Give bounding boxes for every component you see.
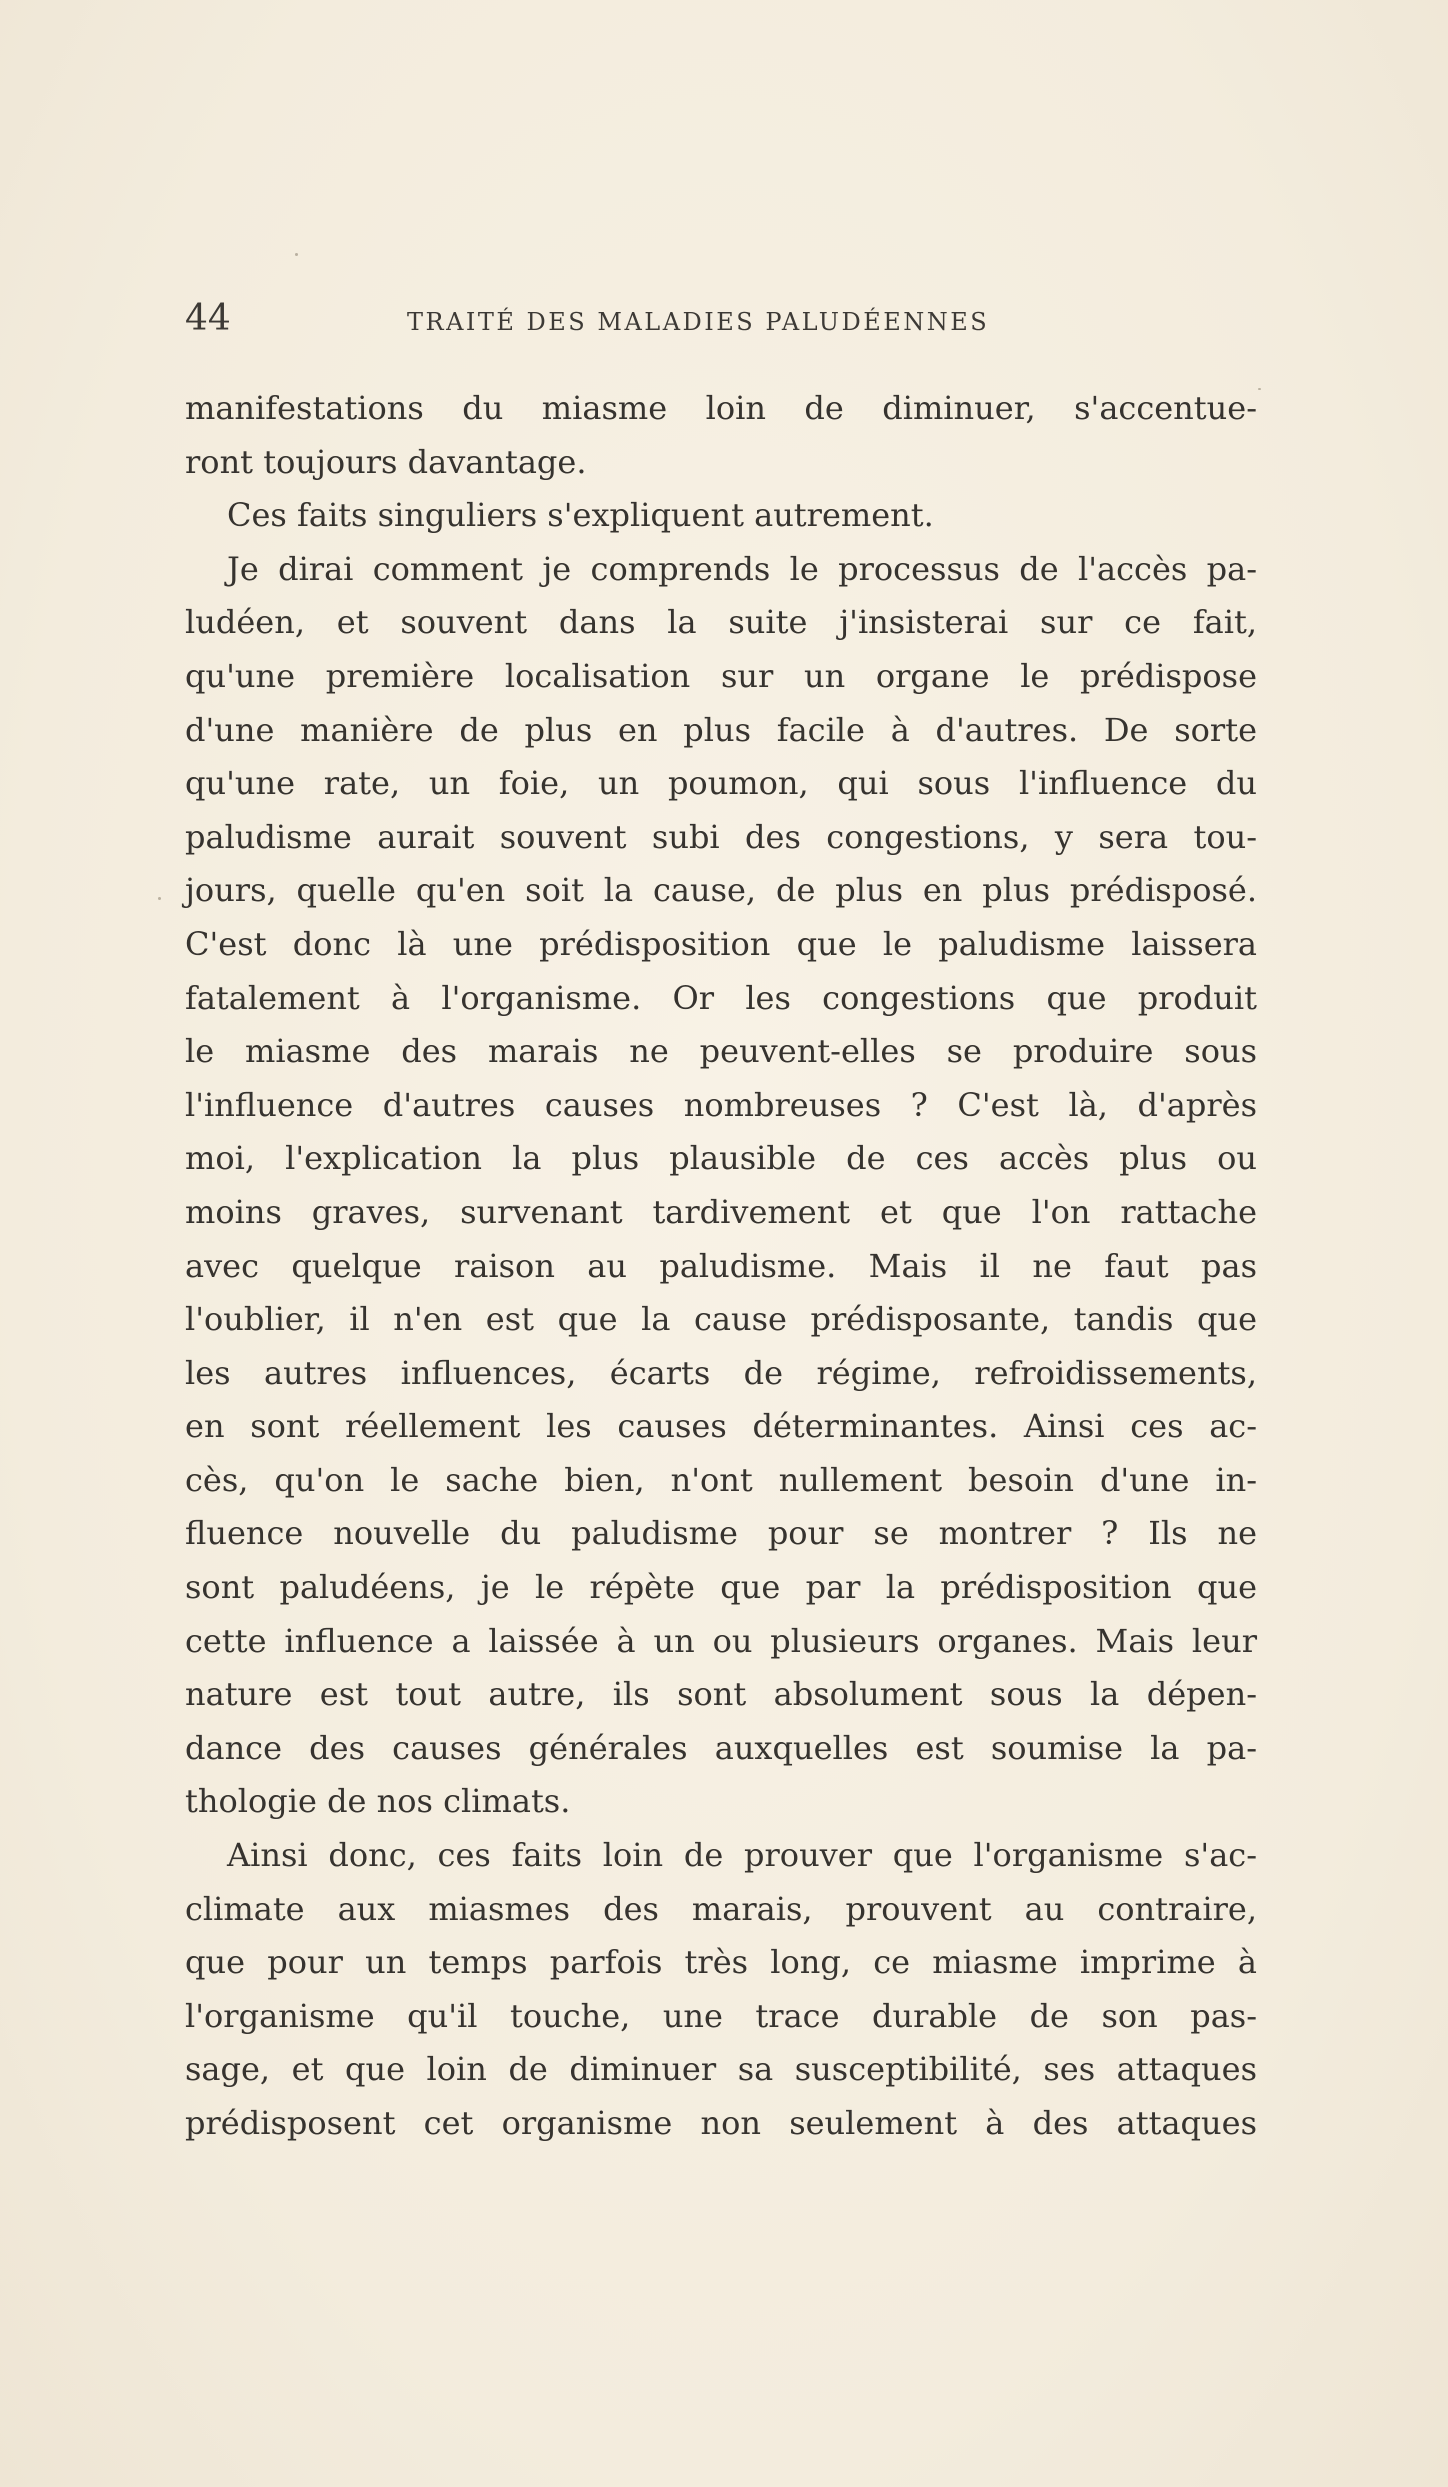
text-line: ront toujours davantage. xyxy=(185,442,587,481)
text-line: moi, l'explication la plus plausible de ces accès plus ou xyxy=(185,1139,1257,1178)
text-line: cette influence a laissée à un ou plusieurs organes. Mais leur xyxy=(185,1621,1257,1660)
text-line: qu'une rate, un foie, un poumon, qui sous l'influence du xyxy=(185,764,1257,803)
text-line: prédisposent cet organisme non seulement à des attaques xyxy=(185,2104,1257,2142)
text-line: sage, et que loin de diminuer sa susceptibilité, ses attaques xyxy=(185,2050,1257,2089)
text-line: moins graves, survenant tardivement et que l'on rattache xyxy=(185,1192,1257,1231)
page-number: 44 xyxy=(185,298,231,339)
text-line: cès, qu'on le sache bien, n'ont nullement besoin d'une in- xyxy=(185,1460,1257,1499)
text-line: dance des causes générales auxquelles est soumise la pa- xyxy=(185,1728,1257,1767)
text-line: paludisme aurait souvent subi des congestions, y sera tou- xyxy=(185,817,1257,856)
paper-speck xyxy=(295,253,298,256)
text-line: l'oublier, il n'en est que la cause prédisposante, tandis que xyxy=(185,1300,1257,1339)
text-line: les autres influences, écarts de régime, refroidissements, xyxy=(185,1353,1257,1392)
running-head xyxy=(185,296,1265,346)
text-line: nature est tout autre, ils sont absolument sous la dépen- xyxy=(185,1675,1257,1714)
text-line: climate aux miasmes des marais, prouvent au contraire, xyxy=(185,1889,1257,1928)
text-line: C'est donc là une prédisposition que le paludisme laissera xyxy=(185,924,1257,963)
text-line: Je dirai comment je comprends le processus de l'accès pa- xyxy=(227,549,1257,588)
text-line: fatalement à l'organisme. Or les congestions que produit xyxy=(185,978,1257,1017)
text-line: sont paludéens, je le répète que par la prédisposition que xyxy=(185,1568,1257,1607)
text-line: jours, quelle qu'en soit la cause, de plus en plus prédisposé. xyxy=(185,871,1257,910)
text-line: le miasme des marais ne peuvent-elles se produire sous xyxy=(185,1032,1257,1071)
text-line: Ainsi donc, ces faits loin de prouver que l'organisme s'ac- xyxy=(227,1836,1257,1875)
text-line: Ces faits singuliers s'expliquent autrement. xyxy=(227,496,934,535)
text-line: manifestations du miasme loin de diminuer, s'accentue- xyxy=(185,389,1257,427)
body-text xyxy=(185,382,1257,2151)
text-line: d'une manière de plus en plus facile à d'autres. De sorte xyxy=(185,710,1257,749)
paper-speck xyxy=(1258,388,1261,390)
text-line: l'organisme qu'il touche, une trace durable de son pas- xyxy=(185,1996,1257,2035)
paper-speck xyxy=(158,897,161,900)
running-title: TRAITÉ DES MALADIES PALUDÉENNES xyxy=(407,308,990,336)
text-line: ludéen, et souvent dans la suite j'insisterai sur ce fait, xyxy=(185,603,1257,642)
text-line: l'influence d'autres causes nombreuses ? C'est là, d'après xyxy=(185,1085,1257,1124)
text-line: que pour un temps parfois très long, ce miasme imprime à xyxy=(185,1943,1257,1982)
text-line: thologie de nos climats. xyxy=(185,1782,571,1821)
text-line: qu'une première localisation sur un organe le prédispose xyxy=(185,656,1257,695)
text-line: avec quelque raison au paludisme. Mais il ne faut pas xyxy=(185,1246,1257,1285)
text-line: en sont réellement les causes déterminantes. Ainsi ces ac- xyxy=(185,1407,1257,1446)
text-line: fluence nouvelle du paludisme pour se montrer ? Ils ne xyxy=(185,1514,1257,1553)
